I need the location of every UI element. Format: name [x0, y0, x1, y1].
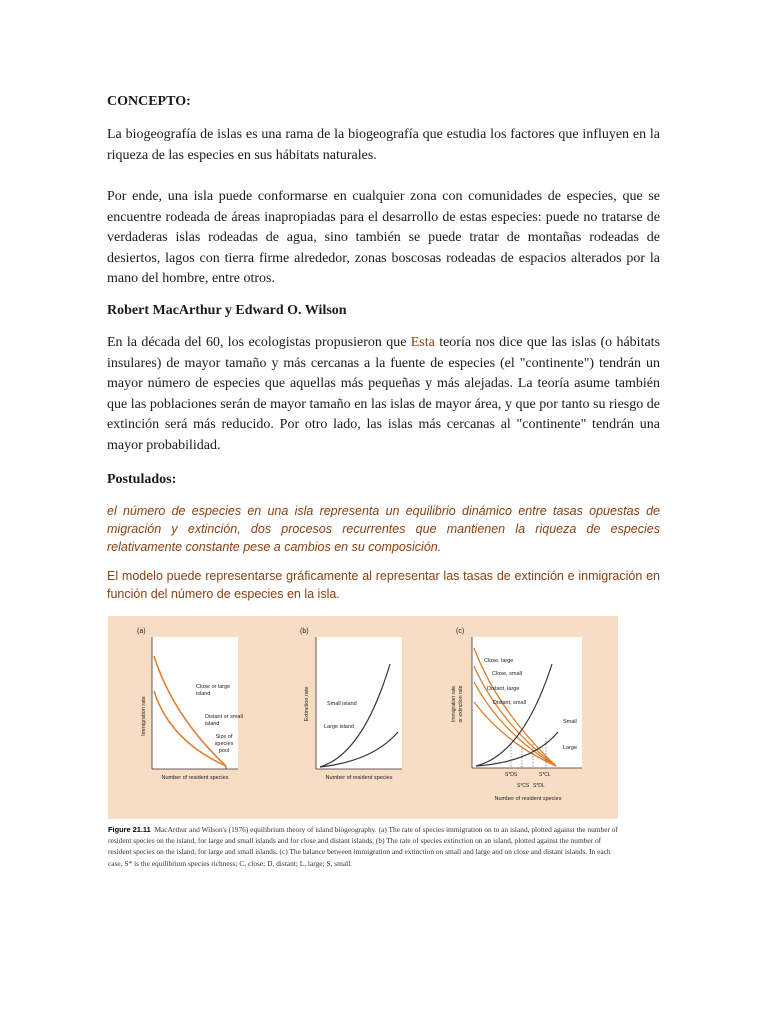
island-biogeography-figure [108, 616, 618, 819]
panel-c-label-s-cl: S*CL [539, 772, 551, 778]
panel-a-label-pool-3: pool [218, 748, 230, 754]
panel-b-tag: (b) [300, 628, 309, 635]
postulado-text: el número de especies en una isla representa un equilibrio dinámico entre tasas opuestas de migración y extinción, dos procesos recurrentes que mantienen la riqueza de especies relativamente constante pese a cambios en su composición. [107, 504, 660, 554]
panel-c [451, 628, 582, 802]
panel-c-label-large: Large [563, 745, 578, 751]
panel-a-label-distant-2: island [205, 721, 220, 727]
panel-a-xlabel: Number of resident species [161, 775, 229, 781]
heading-postulados: Postulados: [107, 472, 177, 487]
paragraph-definition: La biogeografía de islas es una rama de la biogeografía que estudia los factores que influyen en la riqueza de las especies en sus hábitats naturales. [107, 127, 660, 163]
model-description: El modelo puede representarse gráficamente al representar las tasas de extinción e inmigración en función del número de especies en la isla. [107, 569, 660, 601]
panel-c-tag: (c) [456, 628, 465, 635]
panel-a-label-close-2: island [196, 691, 211, 697]
panel-a-label-pool-2: species [214, 741, 234, 747]
panel-c-label-small: Small [563, 719, 577, 725]
panel-a-label-distant-1: Distant or small [205, 714, 243, 720]
paragraph-theory [107, 333, 660, 456]
panel-c-label-distant-small: Distant, small [493, 700, 527, 706]
panel-a-label-pool-1: Size of [215, 734, 233, 740]
caption-label: Figure 21.11 [108, 825, 151, 834]
heading-authors: Robert MacArthur y Edward O. Wilson [107, 303, 347, 318]
panel-c-label-close-small: Close, small [492, 671, 522, 677]
panel-a-label-close-1: Close or large [196, 684, 231, 690]
panel-b [300, 628, 402, 781]
panel-a [137, 628, 243, 781]
panel-b-ylabel: Extinction rate [304, 686, 310, 722]
panel-c-label-close-large: Close, large [484, 658, 514, 664]
theory-highlight-text: Esta [410, 335, 435, 350]
theory-lead-text: En la década del 60, los ecologistas propusieron que [107, 335, 411, 350]
panel-b-label-large: Large island [324, 724, 354, 730]
caption-text: MacArthur and Wilson's (1976) equilibrium theory of island biogeography. (a) The rate of species immigration on to an island, plotted against the number of resident species on the island, for large and small islands and for close and distant islands. (b) The rate of species extinction on an island, plotted against the number of resident species on the island, for large and small islands. (c) The balance between immigration and extinction on small and large and on close and distant islands. In each case, S* is the equilibrium species richness; C, close; D, distant; L, large; S, small. [108, 825, 618, 868]
panel-c-label-s-dl: S*DL [533, 783, 545, 789]
panel-c-label-s-cs: S*CS [517, 783, 530, 789]
panel-c-ylabel-2: or extinction rate [458, 685, 464, 723]
panel-c-xlabel: Number of resident species [494, 796, 562, 802]
theory-rest-text: teoría nos dice que las islas (o hábitats insulares) de mayor tamaño y más cercanas a la fuente de especies (el "continente") tendrán un mayor número de especies que aquellas más pequeñas y más alejadas. La teoría asume también que las poblaciones serán de mayor tamaño en las islas de mayor área, y que por tanto su riesgo de extinción será más reducido. Por otro lado, las islas más cercanas al "continente" tendrán una mayor probabilidad. [107, 335, 661, 453]
panel-a-tag: (a) [137, 628, 146, 635]
paragraph-island-description: Por ende, una isla puede conformarse en cualquier zona con comunidades de especies, que se encuentre rodeada de áreas inapropiadas para el desarrollo de estas especies: puede no tratarse de verdaderas islas rodeadas de agua, sino también se puede tratar de montañas rodeadas de desiertos, lagos con tierra firme alrededor, zonas boscosas rodeadas de espacios alterados por la mano del hombre, entre otros. [107, 189, 660, 286]
heading-concepto: CONCEPTO: [107, 94, 191, 109]
panel-b-label-small: Small island [327, 701, 357, 707]
panel-a-ylabel: Immigration rate [141, 696, 147, 736]
panel-c-ylabel-1: Immigration rate [451, 685, 457, 723]
figure-caption [108, 824, 623, 869]
panel-b-xlabel: Number of resident species [325, 775, 393, 781]
panel-c-label-distant-large: Distant, large [487, 686, 520, 692]
panel-c-label-s-ds: S*DS [505, 772, 518, 778]
